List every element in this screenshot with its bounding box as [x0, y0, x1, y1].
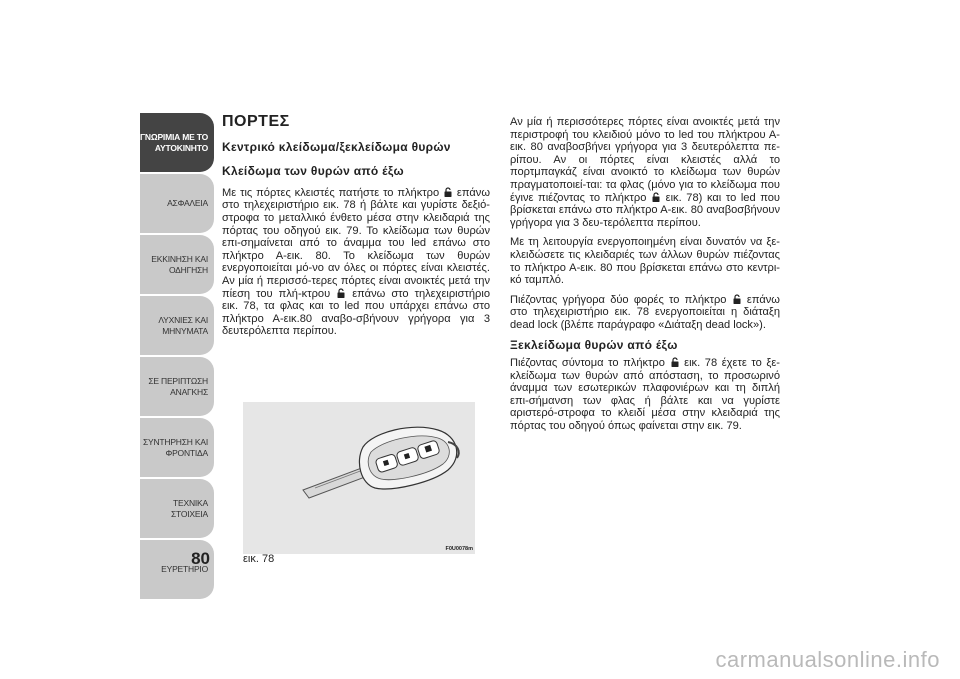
paragraph — [510, 357, 780, 433]
tab-maintenance[interactable] — [140, 418, 214, 477]
section-title: ΠΟΡΤΕΣ — [222, 113, 290, 130]
page-number: 80 — [191, 549, 210, 568]
padlock-open-icon — [652, 192, 660, 202]
text: επάνω στο τηλεχειριστήριο εικ. 78 ή βάλτε και γυρίστε δεξιό-στροφα το μεταλλικό ένθετο μέσα στην κλειδαριά της πόρτας του οδηγού εικ. 79. Το κλείδωμα των θυρών επι-σημαίνεται από το άναμμα του led επάνω στο πλήκτρο Α-εικ. 80. Το κλείδωμα των θυρών ενεργοποιείται μό-νο αν όλες οι πόρτες είναι κλειστές. Αν μία ή περισσό-τερες πόρτες είναι ανοικτές μετά την πίεση του πλή-κτρου — [222, 186, 490, 300]
tab-label: ΣΥΝΤΗΡΗΣΗ ΚΑΙ ΦΡΟΝΤΙΔΑ — [142, 436, 208, 458]
right-column — [510, 116, 780, 433]
tab-label: ΓΝΩΡΙΜΙΑ ΜΕ ΤΟ ΑΥΤΟΚΙΝΗΤΟ — [140, 131, 208, 153]
tab-starting-driving[interactable] — [140, 235, 214, 294]
text: Αν μία ή περισσότερες πόρτες είναι ανοικτές μετά την περιστροφή του κλειδιού μόνο το led του πλήκτρου Α-εικ. 80 αναβοσβήνει γρήγορα για 3 δευτερόλεπτα πε-ρίπου. Αν οι πόρτες είναι κλειστές αλλά το πορτμπαγκάζ είναι ανοικτό το κλείδωμα των θυρών πραγματοποιεί-ται: τα φλας (μόνο για το κλείδωμα που έγινε πιέζοντας το πλήκτρο — [510, 116, 780, 204]
lock-heading: Κλείδωμα των θυρών από έξω — [222, 164, 404, 179]
key-fob-illustration — [243, 402, 475, 554]
text: εικ. 78) και το led που βρίσκεται επάνω στο πλήκτρο Α-εικ. 80 αναβοσβήνουν γρήγορα για 3 δευ-τερόλεπτα περίπου. — [510, 191, 780, 229]
tab-label: ΤΕΧΝΙΚΑ ΣΤΟΙΧΕΙΑ — [170, 497, 208, 519]
text: Πιέζοντας γρήγορα δύο φορές το πλήκτρο — [510, 293, 727, 306]
tab-label: ΣΕ ΠΕΡΙΠΤΩΣΗ ΑΝΑΓΚΗΣ — [148, 375, 208, 397]
tab-warning-lights[interactable] — [140, 296, 214, 355]
tab-emergency[interactable] — [140, 357, 214, 416]
padlock-open-icon — [733, 294, 741, 304]
tab-label: ΕΚΚΙΝΗΣΗ ΚΑΙ ΟΔΗΓΗΣΗ — [151, 253, 208, 275]
tab-label: ΑΣΦΑΛΕΙΑ — [167, 198, 208, 208]
subsection-title: Κεντρικό κλείδωμα/ξεκλείδωμα θυρών — [222, 139, 451, 154]
paragraph: Με τη λειτουργία ενεργοποιημένη είναι δυνατόν να ξε-κλειδώσετε τις κλειδαριές των άλλων θυρών πιέζοντας το πλήκτρο Α-εικ. 80 που βρίσκεται επάνω στο κεντρι-κό ταμπλό. — [510, 236, 780, 287]
text: Πιέζοντας σύντομα το πλήκτρο — [510, 357, 665, 370]
paragraph — [510, 294, 780, 332]
left-column — [222, 113, 490, 338]
paragraph — [510, 116, 780, 229]
watermark: carmanualsonline.info — [715, 647, 940, 672]
unlock-heading: Ξεκλείδωμα θυρών από έξω — [510, 337, 678, 352]
text: επάνω στο τηλεχειριστήριο εικ. 78, τα φλας και το led που υπάρχει επάνω στο πλήκτρο Α-εικ.80 αναβο-σβήνουν γρήγορα για 3 δευτερόλεπτα περίπου. — [222, 287, 490, 338]
tab-label: ΛΥΧΝΙΕΣ ΚΑΙ ΜΗΝΥΜΑΤΑ — [158, 314, 208, 336]
padlock-open-icon — [337, 288, 345, 298]
figure-code: F0U0078m — [445, 546, 473, 552]
tab-label: ΕΥΡΕΤΗΡΙΟ — [161, 564, 208, 574]
tab-getting-to-know[interactable] — [140, 113, 214, 172]
key-fob-figure — [243, 402, 475, 554]
tab-technical-data[interactable] — [140, 479, 214, 538]
padlock-open-icon — [444, 187, 452, 197]
figure-caption: εικ. 78 — [243, 553, 275, 565]
text: εικ. 78 έχετε το ξε-κλείδωμα των θυρών από απόσταση, το προσωρινό άναμμα των εσωτερικών πλαφονιέρων και τη διπλή επι-σήμανση των φλας ή βάλτε και να γυρίστε αριστερό-στροφα το κλειδί μέσα στην κλειδαριά της πόρτας του οδηγού όπως φαίνεται στην εικ. 79. — [510, 357, 780, 433]
text: Με τις πόρτες κλειστές πατήστε το πλήκτρο — [222, 186, 440, 199]
text: επάνω στο τηλεχειριστήριο εικ. 78 ενεργοποιείται η διάταξη dead lock (βλέπε παράγραφο «Διάταξη dead lock»). — [510, 293, 780, 331]
chapter-sidebar — [140, 113, 214, 601]
padlock-open-icon — [671, 357, 679, 367]
lock-paragraph — [222, 187, 490, 338]
tab-safety[interactable] — [140, 174, 214, 233]
